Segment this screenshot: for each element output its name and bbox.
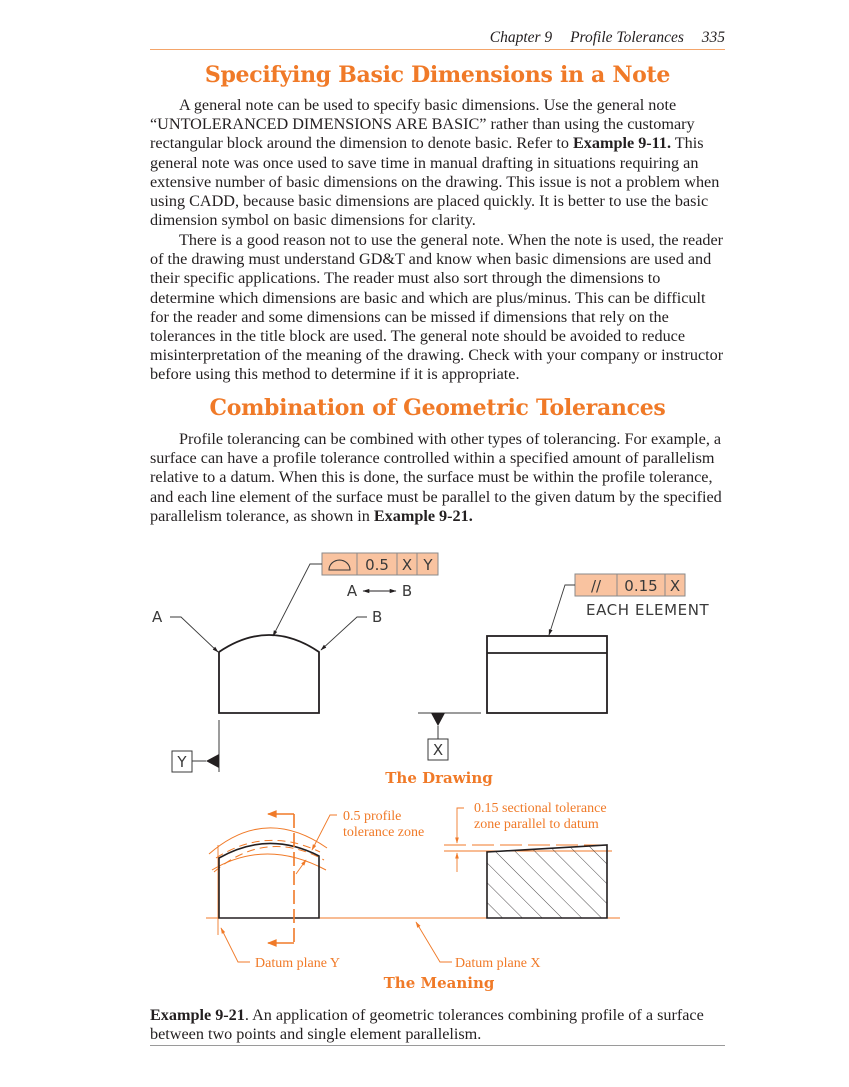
between-from-label: A [346,582,358,600]
datum-feature-y: Y [177,753,187,771]
example-reference: Example 9-21. [373,506,473,525]
profile-part-outline [219,635,319,713]
profile-zone-label-2: tolerance zone [343,825,425,840]
profile-datum-2: Y [423,556,433,574]
leader-label-a: A [152,608,163,626]
datum-feature-x: X [432,741,444,759]
section-title-combination: Combination of Geometric Tolerances [209,395,666,421]
between-to-label: B [401,582,413,600]
paragraph-basic-dimensions-1: A general note can be used to specify basic dimensions. Use the general note “UNTOLERANCED DIMENSIONS ARE BASIC” rather than using the customary rectangular block around the dimension to denote basic. Refer to Example 9-11. This general note was once used to save time in manual drafting in situations requiring an extensive number of basic dimensions on the drawing. This issue is not a problem when using CADD, because basic dimensions are placed quickly. It is better to use the basic dimension symbol on basic dimensions for clarity. [150,96,720,230]
figure-heading-meaning: The Meaning [383,974,495,992]
parallel-part-outline [487,636,607,713]
profile-datum-1: X [401,556,413,574]
profile-tolerance-value: 0.5 [365,556,389,574]
section-title-basic-dimensions: Specifying Basic Dimensions in a Note [204,62,671,88]
profile-feature-control-frame [322,553,438,575]
datum-plane-x-label: Datum plane X [455,956,541,971]
example-reference: Example 9-11. [573,134,672,153]
profile-zone-label-1: 0.5 profile [343,809,402,824]
chapter-number: Chapter 9 [489,29,553,46]
caption-text: . An application of geometric tolerances combining profile of a surface between two points and single element parallelism. [150,1006,704,1044]
drawing-left-part [152,553,438,772]
chapter-title: Profile Tolerances [570,29,684,46]
page-number: 335 [701,29,725,46]
parallelism-datum: X [669,577,681,595]
parallelism-icon: // [590,577,602,595]
caption-label: Example 9-21 [150,1006,245,1024]
drawing-right-part [418,574,710,760]
sectional-zone-label-1: 0.15 sectional tolerance [474,801,607,816]
parallelism-tolerance-value: 0.15 [624,577,658,595]
figure-caption [150,1006,728,1044]
meaning-right-part [416,801,612,971]
each-element-note: EACH ELEMENT [586,601,710,619]
parallelism-feature-control-frame [575,574,685,596]
figure-heading-drawing: The Drawing [385,769,493,787]
paragraph-combination-1: Profile tolerancing can be combined with other types of tolerancing. For example, a surface can have a profile tolerance controlled within a specified amount of parallelism relative to a datum. When this is done, the surface must be within the profile tolerance, and each line element of the surface must be parallel to the given datum by the specified parallelism tolerance, as shown in Example 9-21. [150,430,722,525]
leader-label-b: B [372,608,383,626]
caption-rule [150,1045,725,1046]
paragraph-basic-dimensions-2: There is a good reason not to use the general note. When the note is used, the reader of the drawing must understand GD&T and know when basic dimensions are used and their specific applications. The reader must also sort through the dimensions to determine which dimensions are basic and which are plus/minus. This can be difficult for the reader and some dimensions can be missed if dimensions that rely on the tolerances in the title block are used. The general note should be avoided to reduce misinterpretation of the meaning of the drawing. Check with your company or instructor before using this method to determine if it is appropriate. [150,231,724,384]
datum-plane-y-label: Datum plane Y [255,956,341,971]
sectional-zone-label-2: zone parallel to datum [474,817,599,832]
